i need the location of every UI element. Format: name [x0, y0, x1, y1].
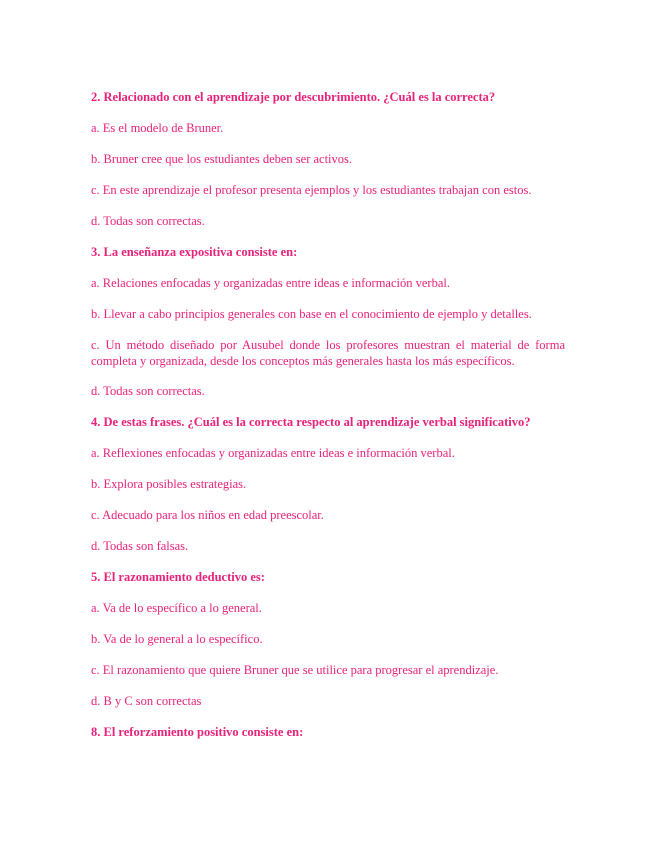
- question-3-option-c: c. Un método diseñado por Ausubel donde los profesores muestran el material de forma completa y organizada, desde los conceptos más generales hasta los más específicos.: [91, 338, 565, 368]
- question-3-title: 3. La enseñanza expositiva consiste en:: [91, 245, 298, 259]
- question-2-option-d: d. Todas son correctas.: [91, 214, 205, 228]
- question-2-option-a: a. Es el modelo de Bruner.: [91, 121, 224, 135]
- question-4-option-c: c. Adecuado para los niños en edad preescolar.: [91, 508, 324, 522]
- question-3-option-d: d. Todas son correctas.: [91, 384, 205, 398]
- question-5-title: 5. El razonamiento deductivo es:: [91, 570, 265, 584]
- question-2-option-b: b. Bruner cree que los estudiantes deben ser activos.: [91, 152, 353, 166]
- question-5-option-a: a. Va de lo específico a lo general.: [91, 601, 262, 615]
- question-4-title: 4. De estas frases. ¿Cuál es la correcta respecto al aprendizaje verbal significativo?: [91, 415, 531, 429]
- question-4-option-d: d. Todas son falsas.: [91, 539, 189, 553]
- question-3-option-a: a. Relaciones enfocadas y organizadas entre ideas e información verbal.: [91, 276, 450, 290]
- question-2-option-c: c. En este aprendizaje el profesor presenta ejemplos y los estudiantes trabajan con estos.: [91, 183, 532, 197]
- question-5-option-d: d. B y C son correctas: [91, 694, 202, 708]
- question-2-title: 2. Relacionado con el aprendizaje por descubrimiento. ¿Cuál es la correcta?: [91, 90, 496, 104]
- question-8-title: 8. El reforzamiento positivo consiste en:: [91, 725, 304, 739]
- document-page: [91, 89, 565, 755]
- question-5-option-c: c. El razonamiento que quiere Bruner que se utilice para progresar el aprendizaje.: [91, 663, 499, 677]
- question-5-option-b: b. Va de lo general a lo específico.: [91, 632, 263, 646]
- question-4-option-b: b. Explora posibles estrategias.: [91, 477, 247, 491]
- question-4-option-a: a. Reflexiones enfocadas y organizadas entre ideas e información verbal.: [91, 446, 455, 460]
- question-3-option-b: b. Llevar a cabo principios generales con base en el conocimiento de ejemplo y detalles.: [91, 307, 532, 321]
